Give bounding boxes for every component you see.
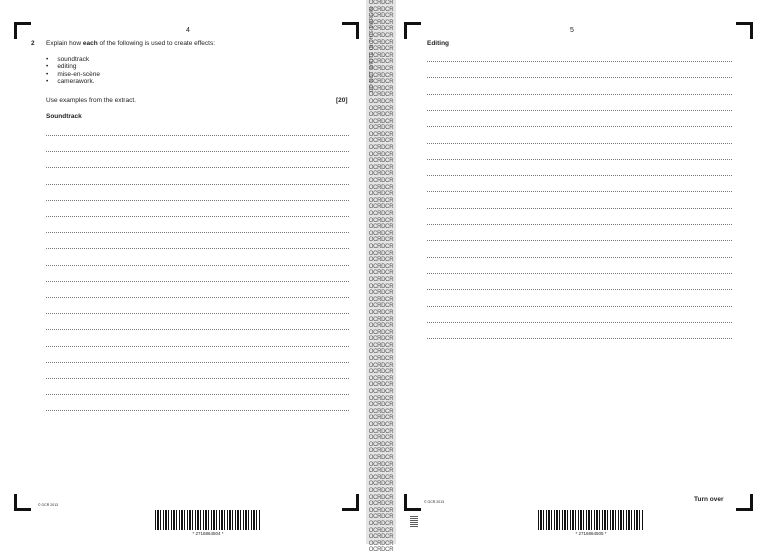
margin-notice: DO NOT WRITE IN THIS MARGIN <box>369 6 375 92</box>
question-text-part: Explain how <box>46 40 83 47</box>
barcode-number: * 2716864505 * <box>575 531 607 536</box>
margin-strip-text: OCRDCR <box>368 309 394 316</box>
margin-strip-text: OCRDCR <box>368 112 394 119</box>
margin-strip-text: OCRDCR <box>368 0 394 6</box>
answer-line[interactable] <box>427 273 732 274</box>
margin-strip-text: OCRDCR <box>368 540 394 547</box>
margin-strip-text: OCRDCR <box>368 454 394 461</box>
bullet-label: camerawork. <box>57 77 95 85</box>
margin-strip-text: OCRDCR <box>368 547 394 554</box>
margin-strip-text: OCRDCR <box>368 164 394 171</box>
margin-strip-text: OCRDCR <box>368 276 394 283</box>
margin-strip-text: OCRDCR <box>368 408 394 415</box>
answer-line[interactable] <box>427 289 732 290</box>
answer-line[interactable] <box>46 135 349 136</box>
corner-mark <box>14 22 31 39</box>
corner-mark <box>736 494 753 511</box>
margin-strip-text: OCRDCR <box>368 79 394 86</box>
corner-mark <box>404 22 421 39</box>
question-text <box>46 40 215 47</box>
section-heading: Soundtrack <box>46 113 82 120</box>
margin-strip-text: OCRDCR <box>368 342 394 349</box>
answer-line[interactable] <box>427 175 732 176</box>
margin-strip-text: OCRDCR <box>368 395 394 402</box>
margin-strip-text: OCRDCR <box>368 507 394 514</box>
margin-strip-text: OCRDCR <box>368 243 394 250</box>
margin-strip-text: OCRDCR <box>368 197 394 204</box>
margin-strip-text: OCRDCR <box>368 26 394 33</box>
margin-strip-text: OCRDCR <box>368 468 394 475</box>
margin-strip-text: OCRDCR <box>368 534 394 541</box>
margin-strip-text: OCRDCR <box>368 336 394 343</box>
margin-strip-text: OCRDCR <box>368 145 394 152</box>
margin-strip-text: OCRDCR <box>368 382 394 389</box>
answer-line[interactable] <box>46 248 349 249</box>
margin-strip-text: OCRDCR <box>368 514 394 521</box>
margin-strip-text: OCRDCR <box>368 428 394 435</box>
answer-line[interactable] <box>46 362 349 363</box>
margin-strip-text: OCRDCR <box>368 138 394 145</box>
answer-line[interactable] <box>427 191 732 192</box>
answer-line[interactable] <box>46 410 349 411</box>
bullet-label: mise-en-scène <box>57 70 100 78</box>
margin-strip-text: OCRDCR <box>368 65 394 72</box>
margin-strip-text: OCRDCR <box>368 46 394 53</box>
margin-strip-text: OCRDCR <box>368 435 394 442</box>
answer-line[interactable] <box>427 110 732 111</box>
answer-line[interactable] <box>46 232 349 233</box>
margin-strip-text: OCRDCR <box>368 191 394 198</box>
answer-line[interactable] <box>427 94 732 95</box>
answer-line[interactable] <box>427 77 732 78</box>
bullet-item: • soundtrack <box>46 56 90 63</box>
bullet-item: • editing <box>46 63 77 71</box>
answer-line[interactable] <box>427 257 732 258</box>
instruction: Use examples from the extract. <box>46 97 136 104</box>
section-heading: Editing <box>427 40 450 47</box>
answer-line[interactable] <box>427 306 732 307</box>
margin-strip-text: OCRDCR <box>368 171 394 178</box>
corner-mark <box>342 494 359 511</box>
margin-strip-text: OCRDCR <box>368 402 394 409</box>
bullet-label: editing <box>57 63 77 71</box>
margin-strip-text: OCRDCR <box>368 263 394 270</box>
margin-strip-text: OCRDCR <box>368 323 394 330</box>
margin-strip-text: OCRDCR <box>368 105 394 112</box>
answer-line[interactable] <box>46 200 349 201</box>
barcode <box>538 510 644 530</box>
marks: [20] <box>336 97 348 104</box>
margin-strip-text: OCRDCR <box>368 211 394 217</box>
answer-line[interactable] <box>46 151 349 152</box>
margin-strip-text: OCRDCR <box>368 448 394 455</box>
margin-strip-text: OCRDCR <box>368 151 394 158</box>
margin-strip-text: OCRDCR <box>368 118 394 125</box>
answer-line[interactable] <box>427 338 732 339</box>
bullet-label: soundtrack <box>57 56 90 63</box>
margin-strip-text: OCRDCR <box>368 527 394 534</box>
margin-strip-text: OCRDCR <box>368 178 394 185</box>
answer-line[interactable] <box>427 159 732 160</box>
margin-strip-text: OCRDCR <box>368 303 394 310</box>
margin-strip-text: OCRDCR <box>368 487 394 494</box>
answer-line[interactable] <box>46 297 349 298</box>
copyright: © OCR 2013 <box>38 503 59 507</box>
margin-strip-text: OCRDCR <box>368 19 394 26</box>
answer-line[interactable] <box>46 167 349 168</box>
margin-strip-text: OCRDCR <box>368 356 394 363</box>
margin-strip-text: OCRDCR <box>368 250 394 257</box>
answer-line[interactable] <box>46 394 349 395</box>
margin-strip-text: OCRDCR <box>368 441 394 448</box>
margin-strip-text: OCRDCR <box>368 369 394 376</box>
bullet-item: • camerawork. <box>46 77 95 85</box>
copyright: © OCR 2013 <box>424 500 445 504</box>
answer-line[interactable] <box>427 322 732 323</box>
page-number: 5 <box>570 27 574 34</box>
margin-strip-text: OCRDCR <box>368 13 394 20</box>
margin-strip-text: OCRDCR <box>368 230 394 237</box>
answer-line[interactable] <box>427 240 732 241</box>
margin-strip-text: OCRDCR <box>368 158 394 165</box>
bullet-list <box>46 56 100 85</box>
margin-strip-text: OCRDCR <box>368 296 394 303</box>
answer-line[interactable] <box>46 346 349 347</box>
margin-strip-text: OCRDCR <box>368 52 394 59</box>
barcode-number: * 2716864504 * <box>192 531 224 536</box>
margin-strip-text: OCRDCR <box>368 389 394 396</box>
margin-strip-text: OCRDCR <box>368 481 394 488</box>
turn-over-label: Turn over <box>694 496 724 503</box>
answer-line[interactable] <box>427 224 732 225</box>
corner-mark <box>342 22 359 39</box>
question-text-part: of the following is used to create effects: <box>97 40 215 47</box>
margin-strip-text: OCRDCR <box>368 257 394 264</box>
margin-strip-text: OCRDCR <box>368 204 394 211</box>
margin-strip-text: OCRDCR <box>368 32 394 39</box>
answer-line[interactable] <box>427 208 732 209</box>
margin-strip-text: OCRDCR <box>368 39 394 46</box>
answer-line[interactable] <box>427 126 732 127</box>
answer-line[interactable] <box>46 216 349 217</box>
answer-line[interactable] <box>427 61 732 62</box>
question-number: 2 <box>31 40 35 47</box>
answer-line[interactable] <box>46 281 349 282</box>
answer-line[interactable] <box>427 143 732 144</box>
qr-code <box>410 515 418 527</box>
margin-strip-text: OCRDCR <box>368 461 394 468</box>
page-number: 4 <box>186 27 190 34</box>
margin-strip-text: OCRDCR <box>368 501 394 508</box>
margin-strip-text: OCRDCR <box>368 316 394 323</box>
margin-strip-text: OCRDCR <box>368 98 394 105</box>
margin-strip-text: OCRDCR <box>368 6 394 13</box>
barcode <box>155 510 261 530</box>
answer-line[interactable] <box>46 265 349 266</box>
corner-mark <box>404 494 421 511</box>
margin-strip-text: OCRDCR <box>368 474 394 481</box>
margin-strip-text: OCRDCR <box>368 283 394 290</box>
margin-strip-text: OCRDCR <box>368 329 394 336</box>
margin-strip-text: OCRDCR <box>368 520 394 527</box>
margin-strip-text: OCRDCR <box>368 217 394 224</box>
corner-mark <box>736 22 753 39</box>
margin-strip-text: OCRDCR <box>368 415 394 422</box>
answer-line[interactable] <box>46 184 349 185</box>
margin-strip-text: OCRDCR <box>368 92 394 99</box>
margin-strip-text: OCRDCR <box>368 224 394 231</box>
margin-strip-text: OCRDCR <box>368 237 394 244</box>
answer-line[interactable] <box>46 313 349 314</box>
margin-strip-text: OCRDCR <box>368 85 394 92</box>
margin-strip-text: OCRDCR <box>368 59 394 66</box>
answer-line[interactable] <box>46 378 349 379</box>
margin-strip-text: OCRDCR <box>368 375 394 382</box>
margin-strip-text: OCRDCR <box>368 184 394 191</box>
answer-line[interactable] <box>46 329 349 330</box>
margin-strip-text: OCRDCR <box>368 349 394 356</box>
margin-strip-text: OCRDCR <box>368 290 394 297</box>
bullet-item: • mise-en-scène <box>46 70 100 78</box>
margin-strip-text: OCRDCR <box>368 131 394 138</box>
margin-strip-text: OCRDCR <box>368 494 394 501</box>
margin-strip-text: OCRDCR <box>368 422 394 428</box>
question-text-emphasis: each <box>82 40 98 47</box>
margin-strip-text: OCRDCR <box>368 125 394 132</box>
corner-mark <box>14 494 31 511</box>
margin-strip-text: OCRDCR <box>368 270 394 277</box>
margin-strip-text: OCRDCR <box>368 362 394 369</box>
margin-strip-text: OCRDCR <box>368 72 394 79</box>
